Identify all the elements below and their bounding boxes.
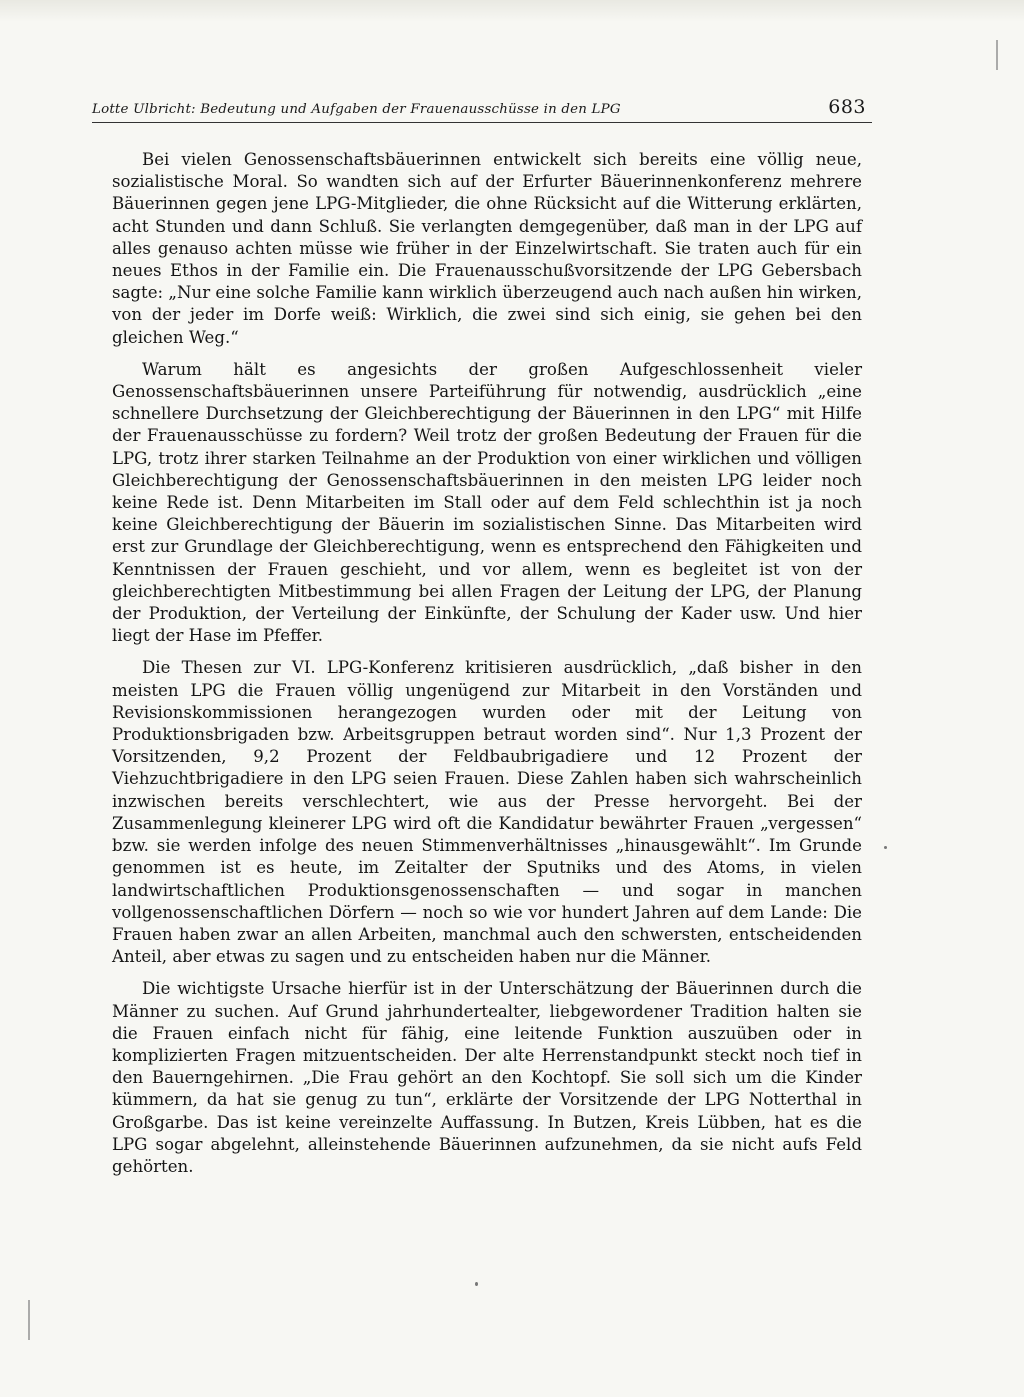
margin-speck [884, 846, 887, 849]
paragraph-3: Die Thesen zur VI. LPG-Konferenz kritisieren ausdrücklich, „daß bisher in den meisten LPG die Frauen völlig ungenügend zur Mitarbeit in den Vorständen und Revisionskommissionen herangezogen wurden oder mit der Leitung von Produktionsbrigaden bzw. Arbeitsgruppen betraut worden sind“. Nur 1,3 Prozent der Vorsitzenden, 9,2 Prozent der Feldbaubrigadiere und 12 Prozent der Viehzuchtbrigadiere in den LPG seien Frauen. Diese Zahlen haben sich wahrscheinlich inzwischen bereits verschlechtert, wie aus der Presse hervorgeht. Bei der Zusammenlegung kleinerer LPG wird oft die Kandidatur bewährter Frauen „vergessen“ bzw. sie werden infolge des neuen Stimmenverhältnisses „hinausgewählt“. Im Grunde genommen ist es heute, im Zeitalter der Sputniks und des Atoms, in vielen landwirtschaftlichen Produktionsgenossenschaften — und sogar in manchen vollgenossenschaftlichen Dörfern — noch so wie vor hundert Jahren auf dem Lande: Die Frauen haben zwar an allen Arbeiten, manchmal auch den schwersten, entscheidenden Anteil, aber etwas zu sagen und zu entscheiden haben nur die Männer. [112, 658, 862, 967]
paragraph-1: Bei vielen Genossenschaftsbäuerinnen entwickelt sich bereits eine völlig neue, sozialistische Moral. So wandten sich auf der Erfurter Bäuerinnenkonferenz mehrere Bäuerinnen gegen jene LPG-Mitglieder, die ohne Rücksicht auf die Witterung erklärten, acht Stunden und dann Schluß. Sie verlangten demgegenüber, daß man in der LPG auf alles genauso achten müsse wie früher in der Einzelwirtschaft. Sie traten auch für ein neues Ethos in der Familie ein. Die Frauenausschußvorsitzende der LPG Gebersbach sagte: „Nur eine solche Familie kann wirklich überzeugend auch nach außen hin wirken, von der jeder im Dorfe weiß: Wirklich, die zwei sind sich einig, sie gehen bei den gleichen Weg.“ [112, 150, 862, 347]
paragraph-2: Warum hält es angesichts der großen Aufgeschlossenheit vieler Genossenschaftsbäuerinnen unsere Parteiführung für notwendig, ausdrücklich „eine schnellere Durchsetzung der Gleichberechtigung der Bäuerinnen in den LPG“ mit Hilfe der Frauenausschüsse zu fordern? Weil trotz der großen Bedeutung der Frauen für die LPG, trotz ihrer starken Teilnahme an der Produktion von einer wirklichen und völligen Gleichberechtigung der Genossenschaftsbäuerinnen in den meisten LPG leider noch keine Rede ist. Denn Mitarbeiten im Stall oder auf dem Feld schlechthin ist ja noch keine Gleichberechtigung der Bäuerin im sozialistischen Sinne. Das Mitarbeiten wird erst zur Grundlage der Gleichberechtigung, wenn es entsprechend den Fähigkeiten und Kenntnissen der Frauen geschieht, und vor allem, wenn es begleitet ist von der gleichberechtigten Mitbestimmung bei allen Fragen der Leitung der LPG, der Planung der Produktion, der Verteilung der Einkünfte, der Schulung der Kader usw. Und hier liegt der Hase im Pfeffer. [112, 359, 862, 646]
running-head: Lotte Ulbricht: Bedeutung und Aufgaben der Frauenausschüsse in den LPG [92, 102, 621, 117]
left-edge-smudge [28, 1300, 30, 1340]
right-edge-smudge [996, 40, 998, 70]
body-text [112, 149, 862, 1188]
ink-speck [475, 1282, 478, 1286]
paragraph-4: Die wichtigste Ursache hierfür ist in der Unterschätzung der Bäuerinnen durch die Männer zu suchen. Auf Grund jahrhundertealter, liebgewordener Tradition halten sie die Frauen einfach nicht für fähig, eine leitende Funktion auszuüben oder in komplizierten Fragen mitzuentscheiden. Der alte Herrenstandpunkt steckt noch tief in den Bauerngehirnen. „Die Frau gehört an den Kochtopf. Sie soll sich um die Kinder kümmern, da hat sie genug zu tun“, erklärte der Vorsitzende der LPG Notterthal in Großgarbe. Das ist keine vereinzelte Auffassung. In Butzen, Kreis Lübben, hat es die LPG sogar abgelehnt, alleinstehende Bäuerinnen aufzunehmen, da sie nicht aufs Feld gehörten. [112, 979, 862, 1176]
page-header [92, 94, 872, 123]
page-number: 683 [828, 96, 866, 118]
